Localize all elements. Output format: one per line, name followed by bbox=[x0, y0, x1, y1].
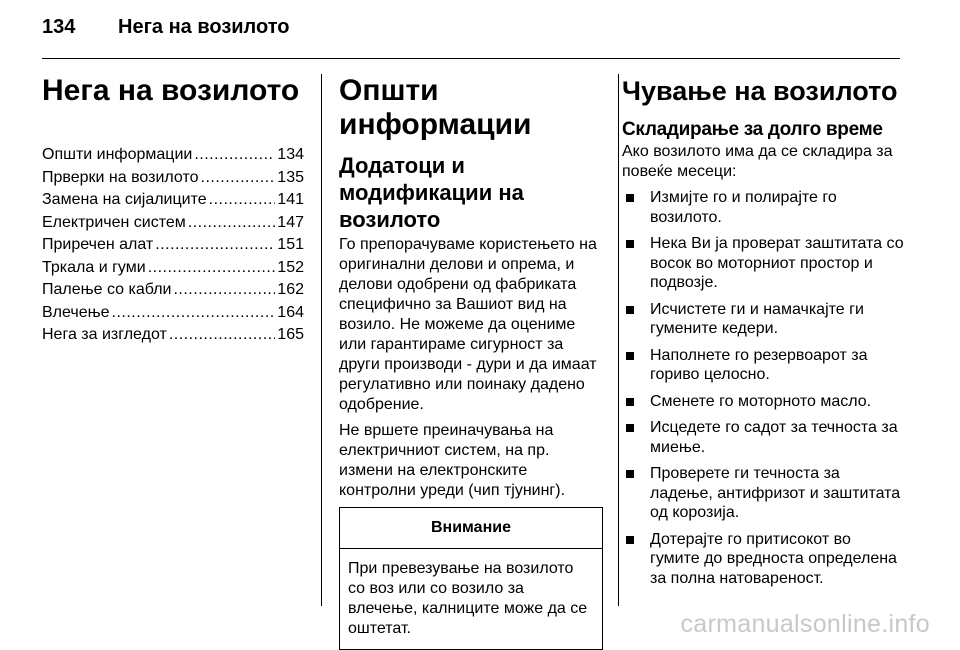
list-item bbox=[622, 392, 904, 412]
toc-entry[interactable] bbox=[42, 167, 304, 190]
toc-page: 162 bbox=[277, 281, 304, 298]
list-item bbox=[622, 418, 904, 457]
square-bullet-icon bbox=[626, 424, 634, 432]
caution-title: Внимание bbox=[340, 508, 602, 549]
toc-page: 152 bbox=[277, 258, 304, 276]
running-header-title: Нега на возилото bbox=[118, 16, 290, 38]
toc-page: 134 bbox=[277, 146, 304, 163]
toc-column bbox=[42, 74, 304, 347]
subsection-title: Додатоци и модификации на возилото bbox=[339, 153, 524, 232]
chapter-title: Нега на возилото bbox=[42, 74, 300, 107]
body-paragraph: Го препорачуваме користењето на оригинални делови и опрема, и делови одобрени од фабриката специфично за Вашиот вид на возило. Не можеме да оцениме или гарантираме сигурност за други производи - дури и да имаат регулативно или поинаку дадено одобрение. bbox=[339, 236, 597, 413]
square-bullet-icon bbox=[626, 398, 634, 406]
list-item-text: Сменете го моторното масло. bbox=[650, 392, 872, 410]
table-of-contents bbox=[42, 144, 304, 347]
list-item-text: Исцедете го садот за течноста за миење. bbox=[650, 419, 898, 456]
square-bullet-icon bbox=[626, 470, 634, 478]
toc-label: Нега за изгледот bbox=[42, 326, 167, 343]
toc-page: 135 bbox=[277, 168, 304, 186]
toc-label: Тркала и гуми bbox=[42, 258, 146, 276]
list-item-text: Нека Ви ја проверат заштитата со восок во моторниот простор и подвозје. bbox=[650, 235, 904, 291]
toc-entry[interactable] bbox=[42, 212, 304, 235]
toc-label: Прверки на возилото bbox=[42, 168, 199, 186]
column-divider-1 bbox=[321, 74, 322, 606]
list-item-text: Исчистете ги и намачкајте ги гумените кедери. bbox=[650, 300, 864, 337]
square-bullet-icon bbox=[626, 536, 634, 544]
toc-leader bbox=[169, 324, 275, 347]
toc-label: Електричен систем bbox=[42, 213, 186, 231]
caution-text: При превезување на возилото со воз или со возило за влечење, калниците може да се оштетат. bbox=[348, 560, 588, 637]
section-title: Чување на возилото bbox=[622, 76, 898, 106]
list-item bbox=[622, 464, 904, 523]
toc-entry[interactable] bbox=[42, 144, 304, 167]
list-item bbox=[622, 188, 904, 227]
toc-page: 151 bbox=[277, 236, 304, 253]
toc-label: Општи информации bbox=[42, 146, 193, 163]
list-item-text: Измијте го и полирајте го возилото. bbox=[650, 189, 837, 226]
list-item-text: Дотерајте го притисокот во гумите до вредноста определена за полна натовареност. bbox=[650, 530, 897, 587]
list-item bbox=[622, 530, 904, 589]
general-info-column bbox=[339, 74, 603, 650]
toc-entry[interactable] bbox=[42, 302, 304, 325]
toc-entry[interactable] bbox=[42, 279, 304, 302]
toc-label: Влечење bbox=[42, 303, 110, 321]
toc-leader bbox=[209, 189, 276, 212]
section-title: Општи информации bbox=[339, 74, 532, 141]
toc-page: 165 bbox=[277, 326, 304, 343]
toc-label: Палење со кабли bbox=[42, 281, 172, 298]
list-item bbox=[622, 346, 904, 385]
toc-label: Замена на сијалиците bbox=[42, 191, 207, 208]
toc-page: 141 bbox=[277, 191, 304, 208]
toc-leader bbox=[148, 257, 276, 280]
square-bullet-icon bbox=[626, 194, 634, 202]
header-rule bbox=[42, 58, 900, 59]
toc-entry[interactable] bbox=[42, 189, 304, 212]
toc-page: 164 bbox=[277, 303, 304, 321]
caution-box bbox=[339, 507, 603, 650]
toc-label: Приречен алат bbox=[42, 236, 154, 253]
toc-leader bbox=[188, 212, 276, 235]
toc-entry[interactable] bbox=[42, 234, 304, 257]
toc-leader bbox=[194, 144, 275, 167]
toc-leader bbox=[112, 302, 276, 325]
square-bullet-icon bbox=[626, 240, 634, 248]
storage-checklist bbox=[622, 188, 904, 588]
page-number: 134 bbox=[42, 16, 76, 38]
toc-entry[interactable] bbox=[42, 324, 304, 347]
square-bullet-icon bbox=[626, 306, 634, 314]
list-item-text: Проверете ги течноста за ладење, антифризот и заштитата од корозија. bbox=[650, 465, 901, 521]
storage-column bbox=[622, 74, 904, 595]
square-bullet-icon bbox=[626, 352, 634, 360]
body-paragraph: Не вршете преиначувања на електричниот систем, на пр. измени на електронските контролни уреди (чип тјунинг). bbox=[339, 422, 566, 499]
toc-leader bbox=[155, 234, 275, 257]
toc-leader bbox=[201, 167, 276, 190]
toc-page: 147 bbox=[277, 213, 304, 231]
intro-paragraph: Ако возилото има да се складира за повеќе месеци: bbox=[622, 143, 893, 180]
column-divider-2 bbox=[618, 74, 619, 606]
list-item-text: Наполнете го резервоарот за гориво целосно. bbox=[650, 346, 868, 383]
subsection-title: Складирање за долго време bbox=[622, 119, 883, 140]
watermark: carmanualsonline.info bbox=[680, 610, 930, 638]
list-item bbox=[622, 300, 904, 339]
toc-leader bbox=[173, 279, 275, 302]
list-item bbox=[622, 234, 904, 293]
toc-entry[interactable] bbox=[42, 257, 304, 280]
